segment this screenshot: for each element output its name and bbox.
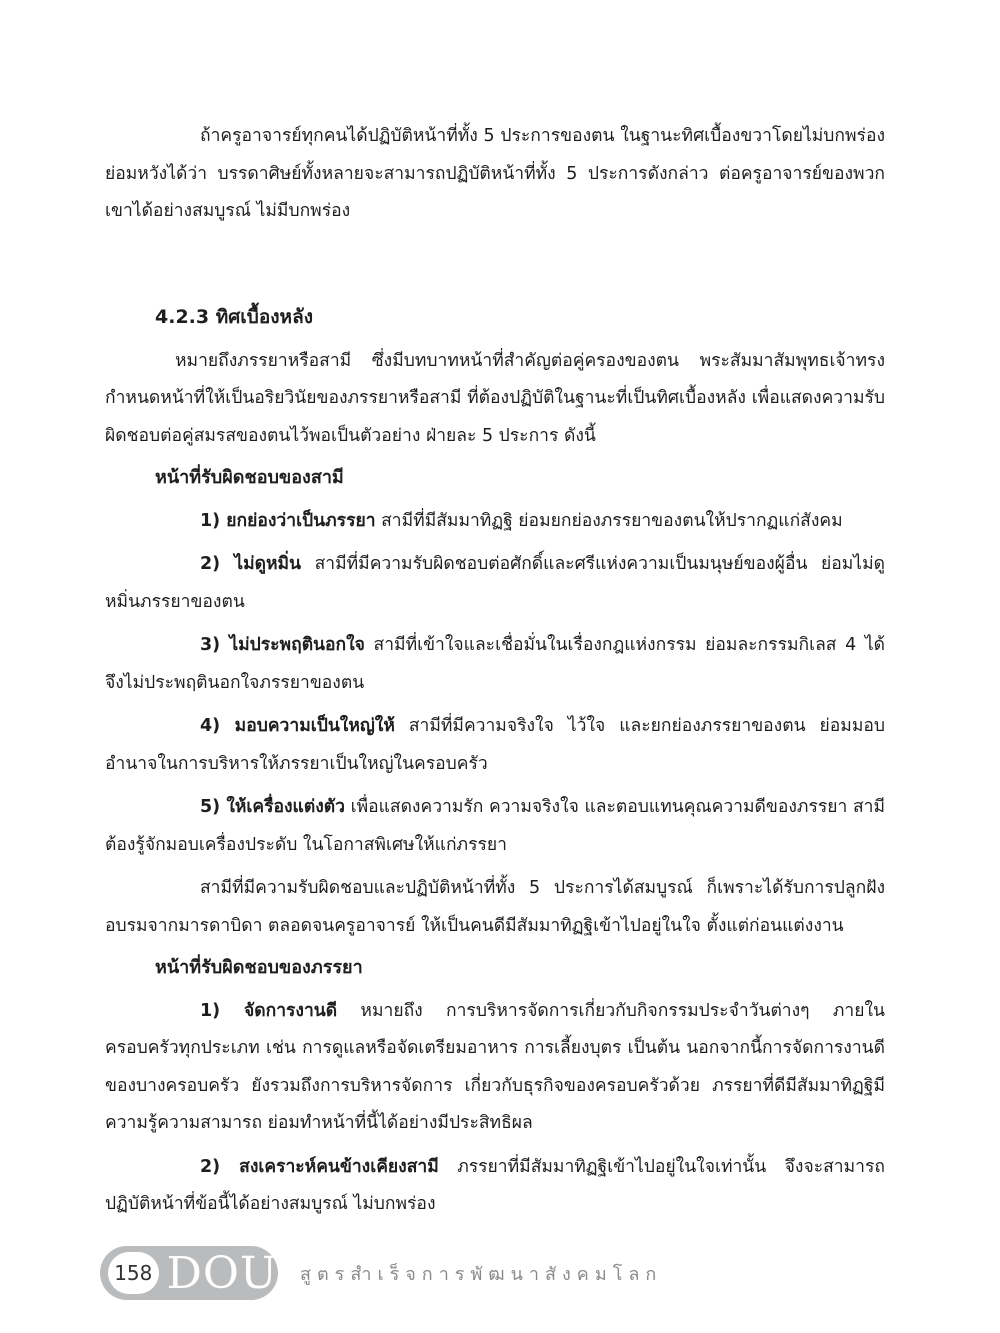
series-title: สูตรสำเร็จการพัฒนาสังคมโลก <box>300 1263 663 1285</box>
section-intro: หมายถึงภรรยาหรือสามี ซึ่งมีบทบาทหน้าที่สำคัญต่อคู่ครองของตน พระสัมมาสัมพุทธเจ้าทรงกำหนดหน้าที่ให้เป็นอริยวินัยของภรรยาหรือสามี ที่ต้องปฏิบัติในฐานะที่เป็นทิศเบื้องหลัง เพื่อแสดงความรับผิดชอบต่อคู่สมรสของตนไว้พอเป็นตัวอย่าง ฝ่ายละ 5 ประการ ดังนี้ <box>105 350 885 446</box>
page-body <box>105 118 885 1224</box>
husband-summary: สามีที่มีความรับผิดชอบและปฏิบัติหน้าที่ทั้ง 5 ประการได้สมบูรณ์ ก็เพราะได้รับการปลูกฝังอบรมจากมารดาบิดา ตลอดจนครูอาจารย์ ให้เป็นคนดีมีสัมมาทิฏฐิเข้าไปอยู่ในใจ ตั้งแต่ก่อนแต่งงาน <box>105 878 885 936</box>
husband-item-text: สามีที่มีความจริงใจ ไว้ใจ และยกย่องภรรยาของตน ย่อมมอบอำนาจในการบริหารให้ภรรยาเป็นใหญ่ในครอบครัว <box>105 716 885 774</box>
wife-item-text: ภรรยาที่มีสัมมาทิฏฐิเข้าไปอยู่ในใจเท่านั้น จึงจะสามารถปฏิบัติหน้าที่ข้อนี้ได้อย่างสมบูรณ์ ไม่บกพร่อง <box>105 1156 885 1214</box>
husband-item-text: สามีที่เข้าใจและเชื่อมั่นในเรื่องกฎแห่งกรรม ย่อมละกรรมกิเลส 4 ได้ จึงไม่ประพฤตินอกใจภรรยาของตน <box>105 635 885 693</box>
husband-item-title: 2) ไม่ดูหมิ่น <box>200 554 302 574</box>
husband-item-4 <box>105 708 885 783</box>
husband-item-title: 3) ไม่ประพฤตินอกใจ <box>200 635 365 655</box>
section-heading: 4.2.3 ทิศเบื้องหลัง <box>155 305 313 328</box>
husband-item-3 <box>105 627 885 702</box>
page-number: 158 <box>108 1252 159 1294</box>
wife-item-title: 1) จัดการงานดี <box>200 1000 338 1021</box>
husband-item-title: 5) ให้เครื่องแต่งตัว <box>200 797 345 817</box>
wife-item-2 <box>105 1149 885 1224</box>
intro-paragraph: ถ้าครูอาจารย์ทุกคนได้ปฏิบัติหน้าที่ทั้ง 5 ประการของตน ในฐานะทิศเบื้องขวาโดยไม่บกพร่อง ย่อมหวังได้ว่า บรรดาศิษย์ทั้งหลายจะสามารถปฏิบัติหน้าที่ทั้ง 5 ประการดังกล่าว ต่อครูอาจารย์ของพวกเขาได้อย่างสมบูรณ์ ไม่มีบกพร่อง <box>105 126 885 221</box>
wife-item-title: 2) สงเคราะห์คนข้างเคียงสามี <box>200 1156 439 1177</box>
wife-item-1 <box>105 993 885 1143</box>
husband-item-text: สามีที่มีความรับผิดชอบต่อศักดิ์และศรีแห่งความเป็นมนุษย์ของผู้อื่น ย่อมไม่ดูหมิ่นภรรยาของตน <box>105 554 885 612</box>
husband-item-title: 1) ยกย่องว่าเป็นภรรยา <box>200 510 376 531</box>
wife-heading: หน้าที่รับผิดชอบของภรรยา <box>155 957 363 978</box>
husband-item-text: สามีที่มีสัมมาทิฏฐิ ย่อมยกย่องภรรยาของตนให้ปรากฏแก่สังคม <box>375 510 843 531</box>
husband-item-1 <box>105 503 885 541</box>
page-footer <box>100 1245 662 1301</box>
footer-badge <box>100 1246 278 1300</box>
husband-item-text: เพื่อแสดงความรัก ความจริงใจ และตอบแทนคุณความดีของภรรยา สามีต้องรู้จักมอบเครื่องประดับ ในโอกาสพิเศษให้แก่ภรรยา <box>105 797 886 855</box>
husband-item-5 <box>105 789 885 864</box>
husband-item-2 <box>105 546 885 621</box>
husband-heading: หน้าที่รับผิดชอบของสามี <box>155 467 344 488</box>
wife-item-text: หมายถึง การบริหารจัดการเกี่ยวกับกิจกรรมประจำวันต่างๆ ภายในครอบครัวทุกประเภท เช่น การดูแลหรือจัดเตรียมอาหาร การเลี้ยงบุตร เป็นต้น นอกจากนี้การจัดการงานดีของบางครอบครัว ยังรวมถึงการบริหารจัดการ เกี่ยวกับธุรกิจของครอบครัวด้วย ภรรยาที่ดีมีสัมมาทิฏฐิมีความรู้ความสามารถ ย่อมทำหน้าที่นี้ได้อย่างมีประสิทธิผล <box>105 1000 885 1133</box>
husband-item-title: 4) มอบความเป็นใหญ่ให้ <box>200 716 395 736</box>
dou-logo: DOU <box>166 1247 278 1299</box>
